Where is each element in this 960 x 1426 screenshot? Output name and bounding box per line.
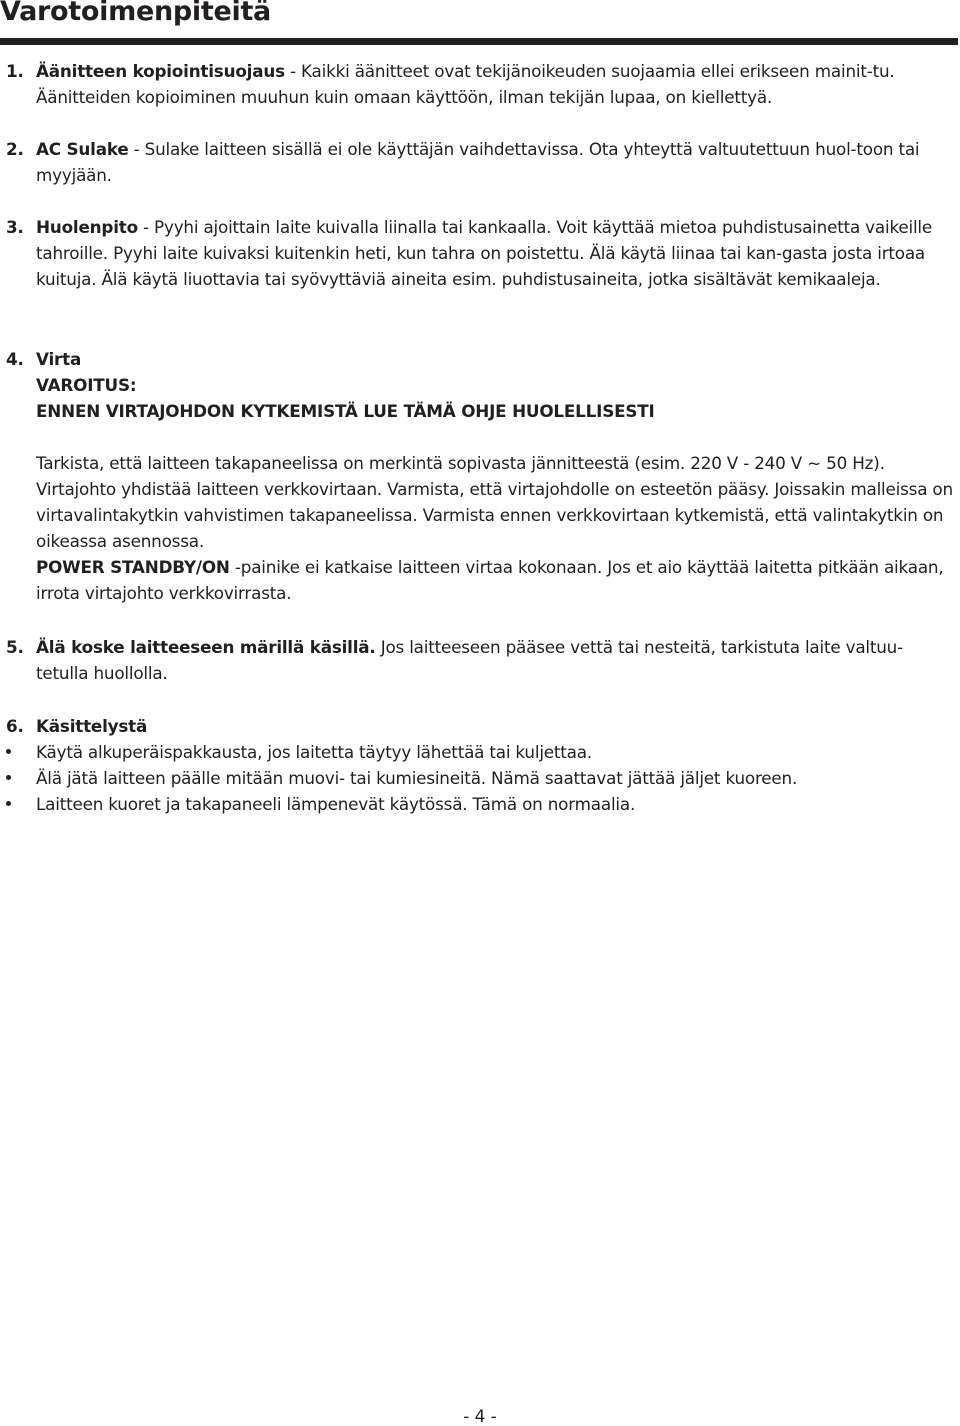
item-body	[36, 136, 958, 188]
page-number: - 4 -	[463, 1406, 497, 1426]
warning-label: VAROITUS:	[36, 375, 137, 395]
warning-text: ENNEN VIRTAJOHDON KYTKEMISTÄ LUE TÄMÄ OHJE HUOLELLISESTI	[36, 401, 655, 421]
item-heading: Virta	[36, 349, 82, 369]
item-body	[36, 634, 958, 686]
item-number: 5.	[6, 637, 24, 657]
precaution-item-5	[0, 634, 958, 686]
bullet-icon	[0, 765, 36, 791]
page-title: Varotoimenpiteitä	[0, 0, 271, 27]
item-number: 3.	[6, 217, 24, 237]
list-item-text: Älä jätä laitteen päälle mitään muovi- tai kumiesineitä. Nämä saattavat jättää jäljet kuoreen.	[36, 768, 798, 788]
item-text: - Kaikki äänitteet ovat tekijänoikeuden suojaamia ellei erikseen mainit-tu. Äänitteiden kopioiminen muuhun kuin omaan käyttöön, ilman tekijän lupaa, on kiellettyä.	[36, 61, 895, 107]
item-text: - Sulake laitteen sisällä ei ole käyttäjän vaihdettavissa. Ota yhteyttä valtuutettuun huol-toon tai myyjään.	[36, 139, 920, 185]
bullet-icon	[0, 739, 36, 765]
precaution-item-2	[0, 136, 958, 188]
item-heading: Huolenpito	[36, 217, 138, 237]
precaution-item-4	[0, 346, 958, 606]
item-text: - Pyyhi ajoittain laite kuivalla liinalla tai kankaalla. Voit käyttää mietoa puhdistusainetta vaikeille tahroille. Pyyhi laite kuivaksi kuitenkin heti, kun tahra on poistettu. Älä käytä liinaa tai kan-gasta josta irtoaa kuituja. Älä käytä liuottavia tai syövyttäviä aineita esim. puhdistusaineita, jotka sisältävät kemikaaleja.	[36, 217, 933, 289]
power-text: -painike ei katkaise laitteen virtaa kokonaan. Jos et aio käyttää laitetta pitkään aikaan, irrota virtajohto verkkovirrasta.	[36, 557, 944, 603]
item-number: 2.	[6, 139, 24, 159]
list-item	[0, 739, 958, 765]
power-label: POWER STANDBY/ON	[36, 557, 230, 577]
item-number: 1.	[6, 61, 24, 81]
list-item	[0, 791, 958, 817]
precaution-item-1	[0, 58, 958, 110]
item-number: 4.	[6, 349, 24, 369]
precaution-item-6	[0, 713, 958, 817]
item-heading: Äänitteen kopiointisuojaus	[36, 61, 285, 81]
precaution-item-3	[0, 214, 958, 292]
item-heading: Älä koske laitteeseen märillä käsillä.	[36, 637, 376, 657]
item-heading: Käsittelystä	[36, 716, 148, 736]
item-heading: AC Sulake	[36, 139, 129, 159]
bullet-icon	[0, 791, 36, 817]
list-item-text: Laitteen kuoret ja takapaneeli lämpenevät käytössä. Tämä on normaalia.	[36, 794, 636, 814]
title-divider	[0, 38, 958, 45]
list-item-text: Käytä alkuperäispakkausta, jos laitetta täytyy lähettää tai kuljettaa.	[36, 742, 592, 762]
item-body	[36, 214, 958, 292]
item-text: Jos laitteeseen pääsee vettä tai nesteitä, tarkistuta laite valtuu-tetulla huollolla.	[36, 637, 903, 683]
item-text: Tarkista, että laitteen takapaneelissa on merkintä sopivasta jännitteestä (esim. 220 V - 240 V ~ 50 Hz). Virtajohto yhdistää laitteen verkkovirtaan. Varmista, että virtajohdolle on esteetön pääsy. Joissakin malleissa on virtavalintakytkin vahvistimen takapaneelissa. Varmista ennen verkkovirtaan kytkemistä, että valintakytkin on oikeassa asennossa.	[36, 453, 953, 551]
item-number: 6.	[6, 716, 24, 736]
power-paragraph	[0, 554, 958, 606]
list-item	[0, 765, 958, 791]
item-body	[36, 58, 958, 110]
